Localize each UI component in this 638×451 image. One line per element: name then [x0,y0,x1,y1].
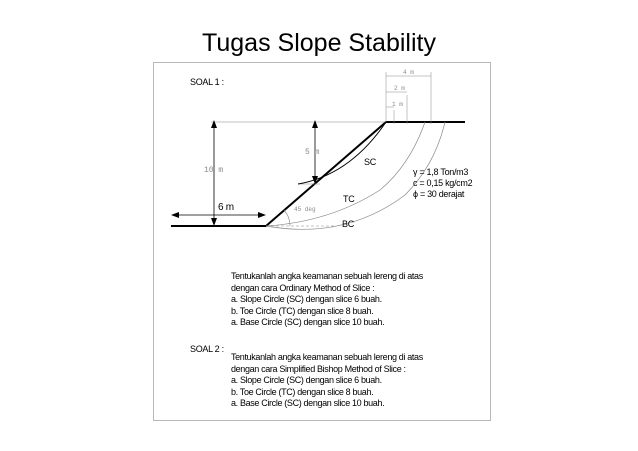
height-total-arrow-top [211,120,217,128]
top-right-dimension-4m: 4 m [403,69,414,76]
soal2-task [231,352,423,410]
page-title: Tugas Slope Stability [202,29,436,57]
top-right-dimension-1m: 1 m [392,101,403,108]
soal1-task-line: a. Base Circle (SC) dengan slice 10 buah. [231,317,385,327]
soal1-label: SOAL 1 : [190,77,224,87]
soal2-task-line: a. Slope Circle (SC) dengan slice 6 buah. [231,375,382,385]
height-total-label: 10 m [204,166,224,175]
slope-angle-label: 45 deg [294,206,316,213]
soal1-task-line: a. Slope Circle (SC) dengan slice 6 buah. [231,294,382,304]
base-circle-label: BC [342,219,354,229]
height-total-arrow-bottom [211,218,217,226]
param-cohesion: c = 0,15 kg/cm2 [413,178,473,188]
soal2-task-line: Tentukanlah angka keamanan sebuah lereng di atas [231,352,423,362]
soal2-task-line: b. Toe Circle (TC) dengan slice 8 buah. [231,386,374,397]
toe-width-arrow-left [171,212,179,218]
soal1-task-line: dengan cara Ordinary Method of Slice : [231,282,375,293]
soal1-task [231,271,423,329]
soal1-task-line: Tentukanlah angka keamanan sebuah lereng di atas [231,271,423,281]
height-upper-arrow-top [312,120,318,128]
soal1-task-line: b. Toe Circle (TC) dengan slice 8 buah. [231,305,374,316]
height-upper-label: 5 m [305,148,320,157]
param-phi: ϕ = 30 derajat [413,189,465,199]
toe-width-arrow-right [258,212,266,218]
soal2-task-line: dengan cara Simplified Bishop Method of Slice : [231,363,406,374]
toe-width-label: 6 m [218,202,234,213]
soal2-task-line: a. Base Circle (SC) dengan slice 10 buah. [231,398,385,408]
toe-circle-label: TC [343,194,355,204]
slope-circle-label: SC [364,157,376,167]
param-gamma: γ = 1,8 Ton/m3 [413,167,469,177]
top-right-dimension-2m: 2 m [394,85,405,92]
soal2-label: SOAL 2 : [190,344,224,354]
toe-circle-curve [266,122,425,226]
